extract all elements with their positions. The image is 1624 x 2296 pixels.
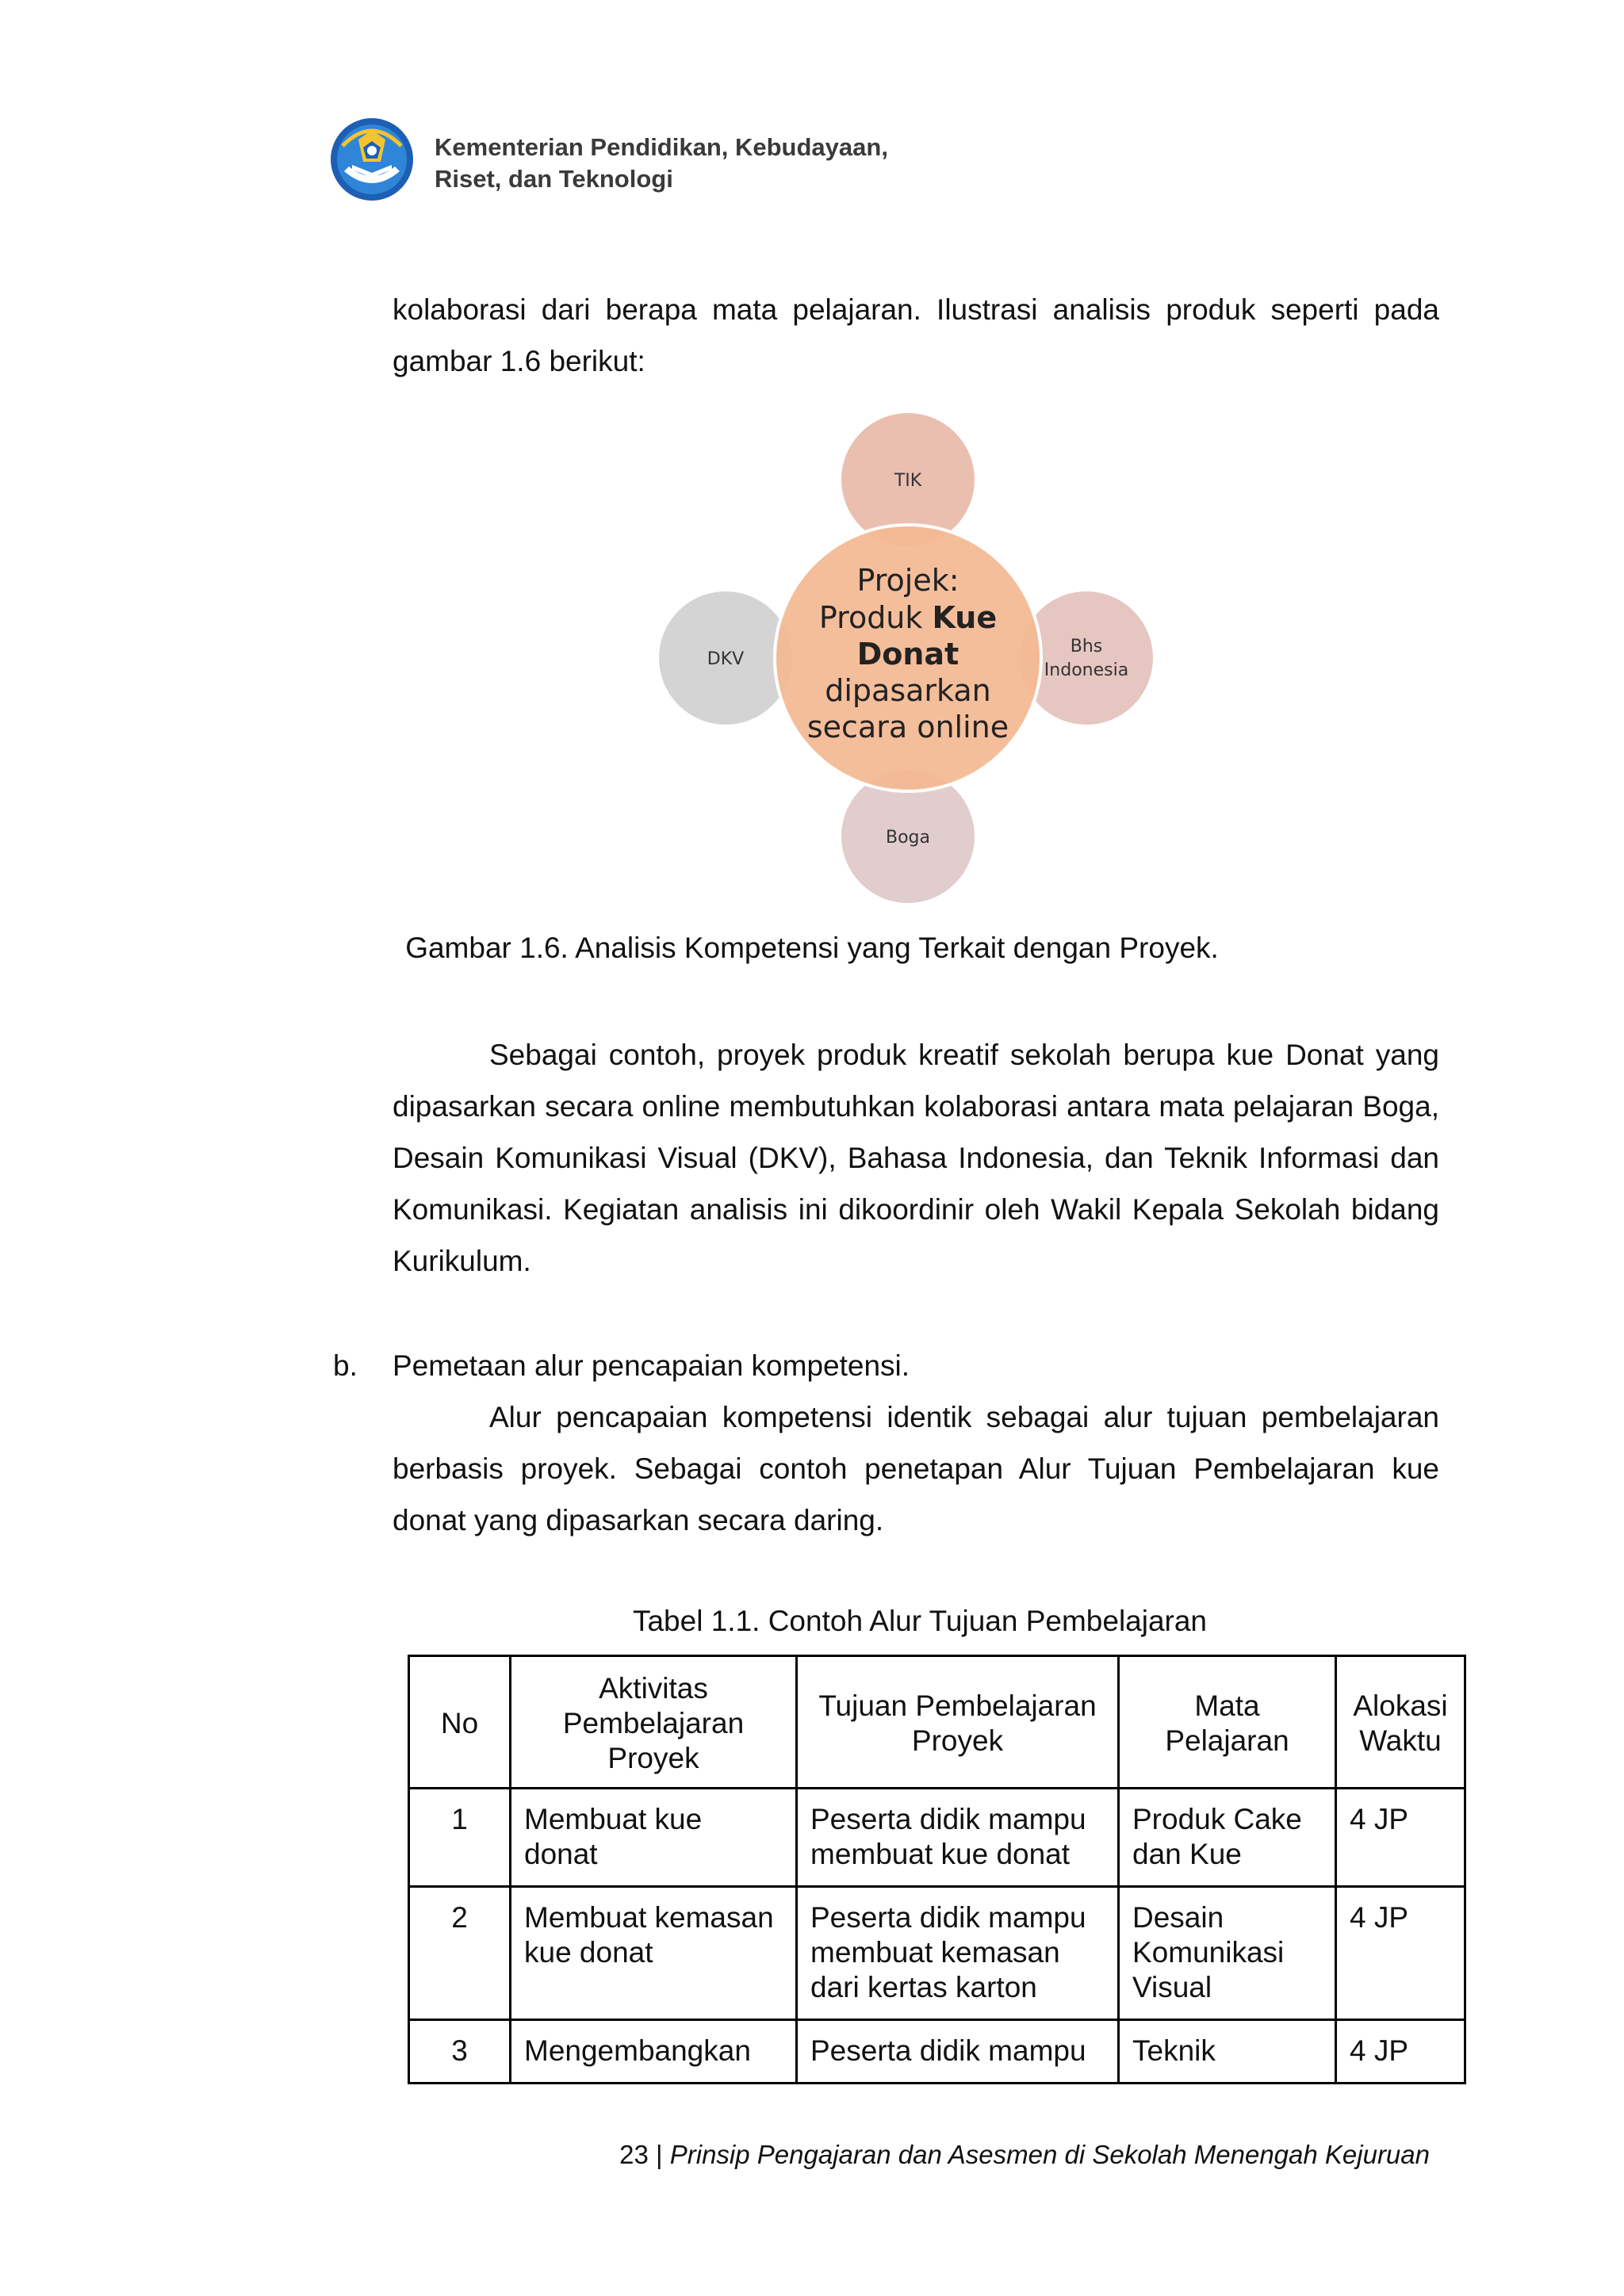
cell-objective: Peserta didik mampu membuat kue donat (797, 1789, 1119, 1887)
cell-objective: Peserta didik mampu membuat kemasan dari kertas karton (797, 1887, 1119, 2020)
section-b-paragraph: Alur pencapaian kompetensi identik sebagai alur tujuan pembelajaran berbasis proyek. Sebagai contoh penetapan Alur Tujuan Pembelajaran kue donat yang dipasarkan secara daring. (393, 1401, 1439, 1536)
ministry-name-line2: Riset, dan Teknologi (435, 165, 673, 193)
table-caption: Tabel 1.1. Contoh Alur Tujuan Pembelajaran (632, 1605, 1208, 1637)
tut-wuri-handayani-logo-icon (328, 116, 416, 203)
cell-activity: Mengembangkan (511, 2020, 797, 2084)
intro-paragraph (393, 284, 1439, 387)
cell-activity: Membuat kemasan kue donat (511, 1887, 797, 2020)
header-subject: Mata Pelajaran (1119, 1656, 1336, 1789)
cell-time: 4 JP (1336, 1887, 1465, 2020)
diagram-center-line4: dipasarkan (825, 673, 991, 708)
header-activity: Aktivitas Pembelajaran Proyek (511, 1656, 797, 1789)
diagram-label-left: DKV (707, 649, 745, 669)
footer-separator: | (648, 2140, 670, 2169)
page-number: 23 (619, 2140, 649, 2169)
book-title: Prinsip Pengajaran dan Asesmen di Sekolah Menengah Kejuruan (669, 2140, 1430, 2169)
section-b-title: Pemetaan alur pencapaian kompetensi. (393, 1349, 910, 1382)
page-footer (619, 2139, 1430, 2171)
header-objective: Tujuan Pembelajaran Proyek (797, 1656, 1119, 1789)
table-row (409, 1789, 1465, 1887)
cell-subject: Produk Cake dan Kue (1119, 1789, 1336, 1887)
cell-no: 2 (409, 1887, 511, 2020)
diagram-center-line3: Donat (856, 637, 959, 672)
cell-subject: Desain Komunikasi Visual (1119, 1887, 1336, 2020)
intro-line2: gambar 1.6 berikut: (393, 345, 645, 377)
diagram-label-bottom: Boga (886, 828, 930, 848)
cell-subject: Teknik (1119, 2020, 1336, 2084)
diagram-center-line2-b: Kue (932, 600, 998, 635)
cell-activity: Membuat kue donat (511, 1789, 797, 1887)
diagram-label-right-2: Indonesia (1044, 660, 1129, 680)
diagram-center-line2 (819, 600, 997, 635)
table-row (409, 2020, 1465, 2084)
section-b-marker: b. (333, 1349, 358, 1382)
diagram-center-line5: secara online (806, 710, 1009, 744)
project-competency-diagram (650, 404, 1166, 912)
cell-no: 1 (409, 1789, 511, 1887)
intro-line1: kolaborasi dari berapa mata pelajaran. Ilustrasi analisis produk seperti pada (393, 293, 1439, 326)
learning-objectives-table (408, 1655, 1466, 2084)
diagram-center-line2-a: Produk (818, 600, 933, 635)
table-row (409, 1887, 1465, 2020)
table-header-row (409, 1656, 1465, 1789)
ministry-name (435, 132, 990, 195)
diagram-label-right-1: Bhs (1070, 637, 1103, 656)
diagram-center-line1: Projek: (856, 563, 959, 598)
header-time: Alokasi Waktu (1336, 1656, 1465, 1789)
cell-time: 4 JP (1336, 1789, 1465, 1887)
cell-time: 4 JP (1336, 2020, 1465, 2084)
cell-no: 3 (409, 2020, 511, 2084)
ministry-name-line1: Kementerian Pendidikan, Kebudayaan, (435, 133, 888, 161)
section-b-heading (333, 1340, 910, 1391)
example-paragraph: Sebagai contoh, proyek produk kreatif sekolah berupa kue Donat yang dipasarkan secara online membutuhkan kolaborasi antara mata pelajaran Boga, Desain Komunikasi Visual (DKV), Bahasa Indonesia, dan Teknik Informasi dan Komunikasi. Kegiatan analisis ini dikoordinir oleh Wakil Kepala Sekolah bidang Kurikulum. (393, 1039, 1439, 1277)
cell-objective: Peserta didik mampu (797, 2020, 1119, 2084)
header-no: No (409, 1656, 511, 1789)
diagram-label-top: TIK (894, 471, 922, 491)
figure-caption: Gambar 1.6. Analisis Kompetensi yang Terkait dengan Proyek. (405, 932, 1219, 964)
